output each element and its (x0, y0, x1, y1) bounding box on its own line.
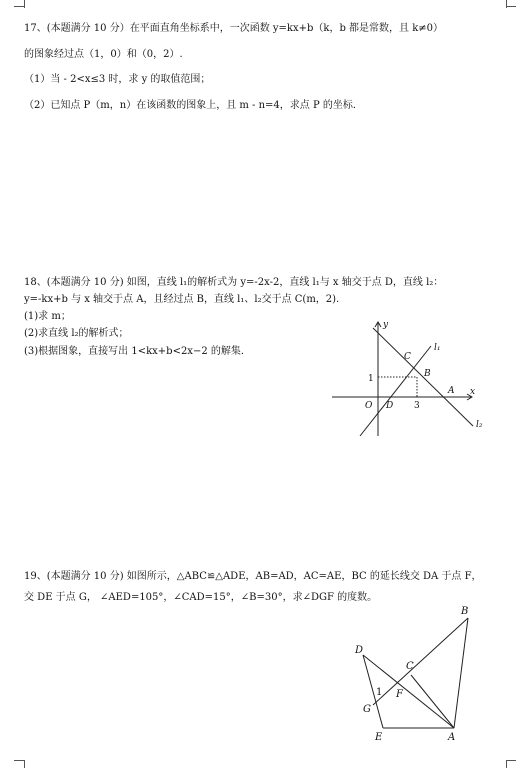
dotted-guide (378, 377, 417, 397)
line-l1-label: l₁ (434, 343, 441, 353)
segment-ab (454, 618, 468, 728)
line-bg (373, 618, 468, 705)
segment-ac (411, 675, 454, 728)
q18-stem-line-2: y=-kx+b 与 x 轴交于点 A，且经过点 B，直线 l₁、l₂交于点 C(m，2). (24, 294, 340, 305)
point-f-label: F (396, 689, 403, 700)
q17-stem-line-2: 的图象经过点（1，0）和（0，2）. (24, 49, 183, 60)
point-d-label: D (386, 401, 394, 411)
q18-part-1: (1)求 m； (24, 311, 71, 322)
crop-mark-bottom-left-h (14, 760, 24, 761)
angle-1-label: 1 (376, 687, 383, 698)
point-d-label: D (355, 645, 364, 656)
line-l1 (360, 346, 431, 436)
crop-mark-top-right-h (506, 6, 516, 7)
tick-1-label: 1 (368, 374, 374, 384)
q18-part-2: (2)求直线 l₂的解析式； (24, 328, 129, 339)
origin-label: O (365, 401, 373, 411)
q17-part-2: （2）已知点 P（m，n）在该函数的图象上，且 m - n=4，求点 P 的坐标． (24, 100, 363, 111)
q17-stem-line-1: 17、(本题满分 10 分）在平面直角坐标系中，一次函数 y=kx+b（k，b 都是常数，且 k≠0） (24, 23, 444, 34)
y-axis-label: y (383, 320, 389, 330)
point-a-label: A (448, 386, 455, 396)
q19-stem-line-2: 交 DE 于点 G， ∠AED=105°，∠CAD=15°，∠B=30°，求∠DGF 的度数。 (24, 592, 378, 603)
crop-mark-bottom-left-v (24, 760, 25, 768)
crop-mark-bottom-right-h (506, 760, 516, 761)
crop-mark-top-left-v (24, 0, 25, 8)
point-g-label: G (363, 704, 371, 715)
crop-mark-top-left-h (14, 6, 24, 7)
point-b-label: B (424, 369, 431, 379)
q17-part-1: （1）当 - 2<x≤3 时，求 y 的取值范围； (24, 74, 211, 85)
point-c-label: C (404, 352, 411, 362)
q19-stem-line-1: 19、(本题满分 10 分) 如图所示，△ABC≌△ADE，AB=AD，AC=AE，BC 的延长线交 DA 于点 F， (24, 571, 482, 582)
point-a-label: A (448, 732, 456, 743)
q18-part-3: (3)根据图象，直接写出 1<kx+b<2x−2 的解集． (24, 346, 251, 357)
point-b-label: B (461, 606, 469, 617)
tick-3-label: 3 (414, 401, 420, 411)
x-axis-label: x (470, 387, 476, 397)
line-l2-label: l₂ (476, 420, 483, 430)
q18-stem-line-1: 18、(本题满分 10 分) 如图，直线 l₁的解析式为 y=-2x-2，直线 l₁与 x 轴交于点 D，直线 l₂： (24, 277, 444, 288)
point-e-label: E (375, 732, 383, 743)
q18-figure (328, 316, 488, 441)
crop-mark-bottom-right-v (506, 760, 507, 768)
q19-figure (348, 603, 488, 748)
point-c-label: C (406, 661, 414, 672)
crop-mark-top-right-v (506, 0, 507, 8)
